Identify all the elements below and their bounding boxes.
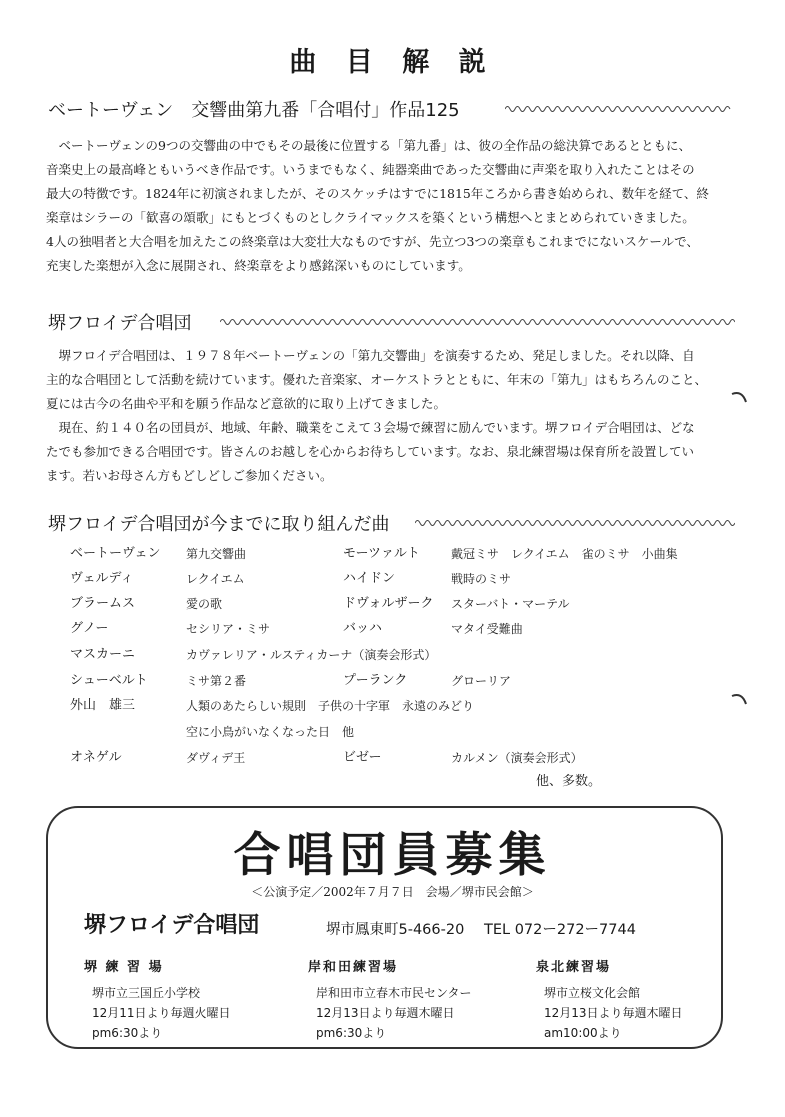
work-title: スターバト・マーテル [451, 597, 570, 611]
work-title: 戴冠ミサ レクイエム 雀のミサ 小曲集 [451, 547, 678, 561]
section-heading-choir: 堺フロイデ合唱団 [48, 313, 192, 334]
work-title: カヴァレリア・ルスティカーナ（演奏会形式） [186, 648, 437, 662]
site-schedule: 12月13日より毎週木曜日 [544, 1006, 683, 1020]
site-time: am10:00より [544, 1026, 622, 1040]
work-title: 空に小鳥がいなくなった日 他 [186, 725, 355, 739]
site-time: pm6:30より [316, 1026, 387, 1040]
work-title: マタイ受難曲 [451, 622, 523, 636]
practice-site-senboku [536, 958, 683, 1043]
composer-name: ブラームス [70, 596, 136, 611]
site-schedule: 12月13日より毎週木曜日 [316, 1006, 455, 1020]
composer-name: グノー [70, 621, 109, 636]
paragraph-line: ます。若いお母さん方もどしどしご参加ください。 [46, 468, 333, 483]
work-title: ミサ第２番 [186, 674, 247, 688]
performance-info: ＜公演予定／2002年７月７日 会場／堺市民会館＞ [251, 885, 534, 899]
composer-name: バッハ [343, 621, 383, 636]
composer-name: ヴェルディ [70, 571, 134, 586]
page-title: 曲 目 解 説 [289, 47, 496, 78]
paragraph-line: 最大の特徴です。1824年に初演されましたが、そのスケッチはすでに1815年ころから書き始められ、数年を経て、終 [46, 186, 709, 201]
choir-description [46, 344, 736, 488]
paragraph-line: 音楽史上の最高峰ともいうべき作品です。いうまでもなく、純器楽曲であった交響曲に声楽を取り入れたことはその [46, 162, 695, 177]
composer-name: 外山 雄三 [70, 698, 136, 713]
paragraph-line: 主的な合唱団として活動を続けています。優れた音楽家、オーケストラとともに、年末の「第九」はもちろんのこと、 [46, 372, 708, 387]
paragraph-line: 夏には古今の名曲や平和を願う作品など意欲的に取り上げてきました。 [46, 396, 447, 411]
composer-name: ベートーヴェン [70, 546, 161, 561]
composer-name: ハイドン [343, 571, 396, 586]
work-title: 人類のあたらしい規則 子供の十字軍 永遠のみどり [186, 699, 475, 713]
site-schedule: 12月11日より毎週火曜日 [92, 1006, 231, 1020]
practice-site-sakai [84, 958, 231, 1043]
site-name: 堺 練 習 場 [84, 960, 164, 975]
composer-name: プーランク [343, 673, 408, 688]
work-title: カルメン（演奏会形式） [451, 751, 583, 765]
paragraph-line: ベートーヴェンの9つの交響曲の中でもその最後に位置する「第九番」は、彼の全作品の総決算であるとともに、 [58, 138, 691, 153]
composer-name: ドヴォルザーク [343, 596, 434, 611]
beethoven-description [46, 134, 736, 278]
paragraph-line: 現在、約１４０名の団員が、地域、年齢、職業をこえて３会場で練習に励んでいます。堺フロイデ合唱団は、どな [58, 420, 695, 435]
paragraph-line: 堺フロイデ合唱団は、１９７８年ベートーヴェンの「第九交響曲」を演奏するため、発足しました。それ以降、自 [58, 348, 695, 363]
site-name: 泉北練習場 [536, 960, 612, 975]
paragraph-line: 楽章はシラーの「歓喜の頌歌」にもとづくものとしクライマックスを築くという構想へとまとめられていきました。 [46, 210, 695, 225]
work-title: ダヴィデ王 [186, 751, 246, 765]
recruitment-title: 合唱団員募集 [233, 828, 552, 883]
punch-hole-mark [730, 388, 750, 408]
work-title: 愛の歌 [186, 597, 223, 611]
organization-address: 堺市鳳東町5-466-20 [326, 922, 465, 938]
repertoire-right-column [343, 542, 733, 772]
paragraph-line: 4人の独唱者と大合唱を加えたこの終楽章は大変壮大なものですが、先立つ3つの楽章もこれまでにないスケールで、 [46, 234, 699, 249]
organization-name: 堺フロイデ合唱団 [84, 913, 260, 938]
paragraph-line: たでも参加できる合唱団です。皆さんのお越しを心からお待ちしています。なお、泉北練習場は保育所を設置してい [46, 444, 695, 459]
section-heading-beethoven: ベートーヴェン 交響曲第九番「合唱付」作品125 [48, 100, 460, 121]
composer-name: マスカーニ [70, 647, 136, 662]
work-title: セシリア・ミサ [186, 622, 271, 636]
site-place: 岸和田市立春木市民センター [316, 986, 472, 1000]
wavy-divider [220, 317, 735, 327]
composer-name: オネゲル [70, 750, 122, 765]
repertoire-footer: 他、多数。 [536, 774, 602, 789]
composer-name: シューベルト [70, 673, 148, 688]
composer-name: モーツァルト [343, 546, 420, 561]
organization-phone: TEL 072ー272ー7744 [484, 922, 636, 938]
work-title: レクイエム [186, 572, 245, 586]
section-heading-repertoire: 堺フロイデ合唱団が今までに取り組んだ曲 [48, 514, 390, 535]
wavy-divider [505, 104, 733, 114]
paragraph-line: 充実した楽想が入念に展開され、終楽章をより感銘深いものにしています。 [46, 258, 471, 273]
site-place: 堺市立桜文化会館 [544, 986, 641, 1000]
site-place: 堺市立三国丘小学校 [92, 986, 201, 1000]
site-name: 岸和田練習場 [308, 960, 399, 975]
work-title: 第九交響曲 [186, 547, 247, 561]
site-time: pm6:30より [92, 1026, 163, 1040]
wavy-divider [415, 518, 735, 528]
punch-hole-mark [730, 690, 750, 710]
composer-name: ビゼー [343, 750, 382, 765]
practice-site-kishiwada [308, 958, 472, 1043]
work-title: グローリア [451, 674, 512, 688]
work-title: 戦時のミサ [451, 572, 512, 586]
